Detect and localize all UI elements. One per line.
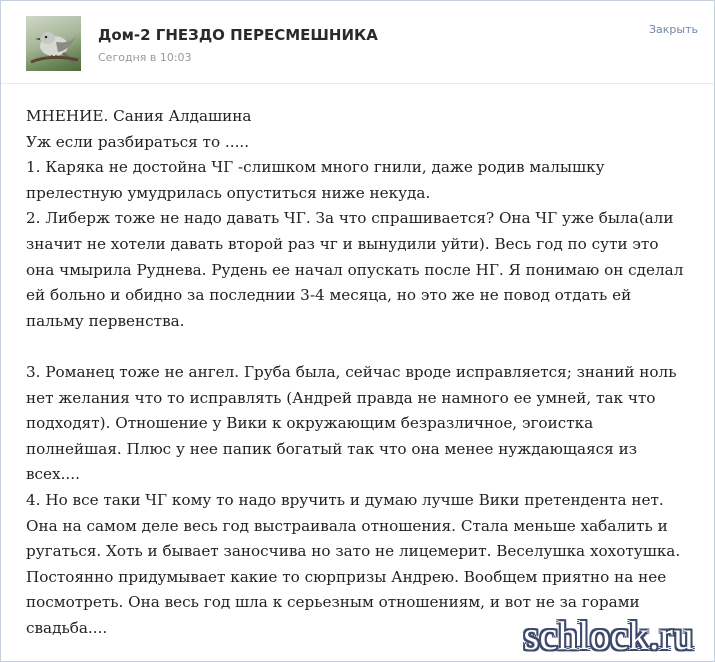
close-button[interactable]: Закрыть [649,23,698,36]
post-line: 2. Либерж тоже не надо давать ЧГ. За что спрашивается? Она ЧГ уже была(али [26,209,674,228]
post-line: полнейшая. Плюс у нее папик богатый так что она менее нуждающаяся из [26,439,637,458]
post-timestamp: Сегодня в 10:03 [98,51,192,64]
post-line: ей больно и обидно за последнии 3-4 месяца, но это же не повод отдать ей [26,286,632,305]
post-line: пальму первенства. [26,311,185,330]
post-text [26,104,696,641]
avatar[interactable] [26,16,81,71]
paragraph-gap [26,334,696,360]
post-line: свадьба.... [26,618,108,637]
watermark: schlock.ru [523,613,694,658]
bird-avatar-icon [26,16,81,71]
post-line: подходят). Отношение у Вики к окружающим безразличное, эгоистка [26,414,594,433]
page-title[interactable]: Дом-2 ГНЕЗДО ПЕРЕСМЕШНИКА [98,26,378,44]
post-header [1,1,714,84]
post-line: она чмырила Руднева. Рудень ее начал опускать после НГ. Я понимаю он сделал [26,260,684,279]
post-line: нет желания что то исправлять (Андрей правда не намного ее умней, так что [26,388,656,407]
post-line: всех.... [26,465,80,484]
post-line: прелестную умудрилась опуститься ниже некуда. [26,183,431,202]
post-line: посмотреть. Она весь год шла к серьезным отношениям, и вот не за горами [26,593,640,612]
post-line: 4. Но все таки ЧГ кому то надо вручить и думаю лучше Вики претендента нет. [26,490,664,509]
post-line: МНЕНИЕ. Сания Алдашина [26,107,252,125]
post-line: Уж если разбираться то ..... [26,132,250,151]
post-line: 3. Романец тоже не ангел. Груба была, сейчас вроде исправляется; знаний ноль [26,362,677,381]
post-line: значит не хотели давать второй раз чг и вынудили уйти). Весь год по сути это [26,234,659,253]
post-line: Она на самом деле весь год выстраивала отношения. Стала меньше хабалить и [26,516,668,535]
post-line: 1. Каряка не достойна ЧГ -слишком много гнили, даже родив малышку [26,158,605,177]
post-line: ругаться. Хоть и бывает заносчива но зато не лицемерит. Веселушка хохотушка. [26,542,681,561]
post-line: Постоянно придумывает какие то сюрпризы Андрею. Вообщем приятно на нее [26,567,667,586]
